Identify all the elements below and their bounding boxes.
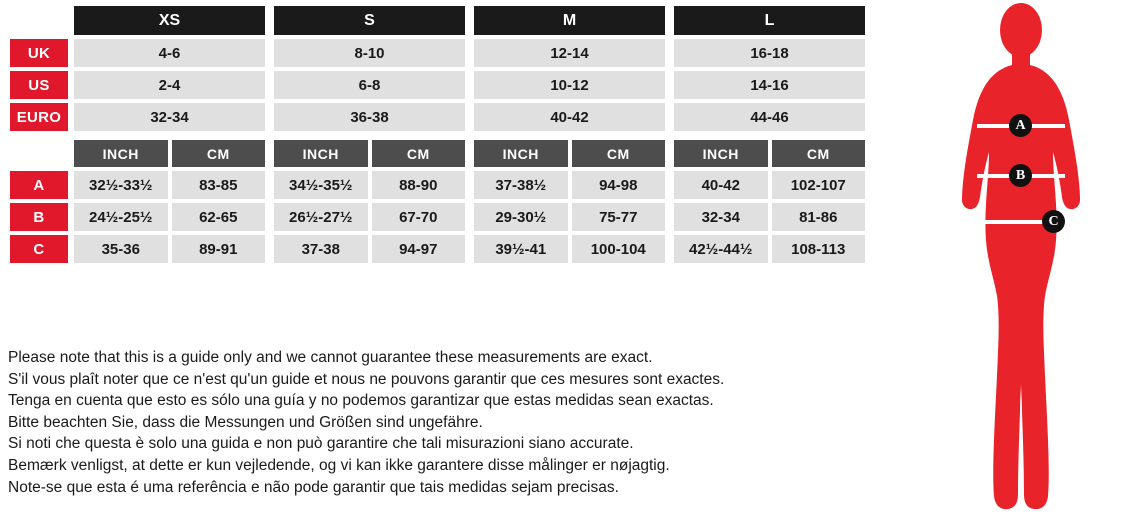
cell-b-s-inch: 26½-27½ (274, 203, 368, 231)
cell-b-s-cm: 67-70 (372, 203, 466, 231)
cell-euro-m: 40-42 (474, 103, 665, 131)
size-group-xs (74, 6, 265, 35)
table-row (10, 103, 865, 131)
cell-a-m-cm: 94-98 (572, 171, 666, 199)
cell-b-l-cm: 81-86 (772, 203, 866, 231)
unit-header-cm-m: CM (572, 140, 666, 167)
unit-header-inch-l: INCH (674, 140, 768, 167)
cell-c-s-inch: 37-38 (274, 235, 368, 263)
body-figure (905, 0, 1136, 516)
marker-c: C (1042, 210, 1065, 233)
cell-b-m-cm: 75-77 (572, 203, 666, 231)
size-header-l: L (674, 6, 865, 35)
cell-a-s-cm: 88-90 (372, 171, 466, 199)
cell-uk-m: 12-14 (474, 39, 665, 67)
cell-b-m-inch: 29-30½ (474, 203, 568, 231)
size-header-m: M (474, 6, 665, 35)
cell-c-s-cm: 94-97 (372, 235, 466, 263)
cell-euro-l: 44-46 (674, 103, 865, 131)
table-row (10, 203, 865, 231)
row-label-b: B (10, 203, 68, 231)
row-label-us: US (10, 71, 68, 99)
marker-a: A (1009, 114, 1032, 137)
table-row (10, 235, 865, 263)
cell-a-s-inch: 34½-35½ (274, 171, 368, 199)
cell-a-l-cm: 102-107 (772, 171, 866, 199)
cell-a-xs-cm: 83-85 (172, 171, 266, 199)
cell-c-xs-cm: 89-91 (172, 235, 266, 263)
size-header-row (10, 6, 865, 35)
size-header-xs: XS (74, 6, 265, 35)
cell-c-m-inch: 39½-41 (474, 235, 568, 263)
note-es: Tenga en cuenta que esto es sólo una guía y no podemos garantizar que estas medidas sean exactas. (8, 392, 714, 410)
unit-header-row (10, 140, 865, 167)
cell-us-l: 14-16 (674, 71, 865, 99)
size-group-m (474, 6, 665, 35)
cell-euro-s: 36-38 (274, 103, 465, 131)
size-group-l (674, 6, 865, 35)
cell-a-l-inch: 40-42 (674, 171, 768, 199)
row-label-uk: UK (10, 39, 68, 67)
cell-us-m: 10-12 (474, 71, 665, 99)
measure-lines (905, 0, 1136, 516)
note-de: Bitte beachten Sie, dass die Messungen und Größen sind ungefähre. (8, 413, 483, 431)
row-label-spacer (10, 140, 68, 167)
note-pt: Note-se que esta é uma referência e não pode garantir que tais medidas sejam precisas. (8, 478, 619, 496)
unit-header-inch-xs: INCH (74, 140, 168, 167)
cell-uk-xs: 4-6 (74, 39, 265, 67)
marker-b: B (1009, 164, 1032, 187)
cell-b-xs-inch: 24½-25½ (74, 203, 168, 231)
disclaimer-notes (8, 348, 888, 499)
cell-a-xs-inch: 32½-33½ (74, 171, 168, 199)
cell-b-xs-cm: 62-65 (172, 203, 266, 231)
cell-us-s: 6-8 (274, 71, 465, 99)
cell-b-l-inch: 32-34 (674, 203, 768, 231)
cell-c-m-cm: 100-104 (572, 235, 666, 263)
unit-header-inch-s: INCH (274, 140, 368, 167)
cell-uk-l: 16-18 (674, 39, 865, 67)
cell-c-l-inch: 42½-44½ (674, 235, 768, 263)
row-label-a: A (10, 171, 68, 199)
table-row (10, 171, 865, 199)
note-it: Si noti che questa è solo una guida e non può garantire che tali misurazioni siano accurate. (8, 435, 634, 453)
row-label-euro: EURO (10, 103, 68, 131)
cell-c-l-cm: 108-113 (772, 235, 866, 263)
cell-uk-s: 8-10 (274, 39, 465, 67)
unit-header-cm-xs: CM (172, 140, 266, 167)
size-chart (10, 6, 865, 267)
unit-header-cm-l: CM (772, 140, 866, 167)
cell-euro-xs: 32-34 (74, 103, 265, 131)
note-da: Bemærk venligst, at dette er kun vejledende, og vi kan ikke garantere disse målinger er nøjagtig. (8, 456, 670, 474)
note-en: Please note that this is a guide only and we cannot guarantee these measurements are exact. (8, 349, 653, 366)
unit-header-inch-m: INCH (474, 140, 568, 167)
unit-header-cm-s: CM (372, 140, 466, 167)
cell-c-xs-inch: 35-36 (74, 235, 168, 263)
size-group-s (274, 6, 465, 35)
cell-a-m-inch: 37-38½ (474, 171, 568, 199)
size-header-s: S (274, 6, 465, 35)
note-fr: S'il vous plaît noter que ce n'est qu'un guide et nous ne pouvons garantir que ces mesures sont exactes. (8, 370, 725, 388)
table-row (10, 71, 865, 99)
row-label-spacer (10, 6, 68, 35)
row-label-c: C (10, 235, 68, 263)
table-row (10, 39, 865, 67)
cell-us-xs: 2-4 (74, 71, 265, 99)
